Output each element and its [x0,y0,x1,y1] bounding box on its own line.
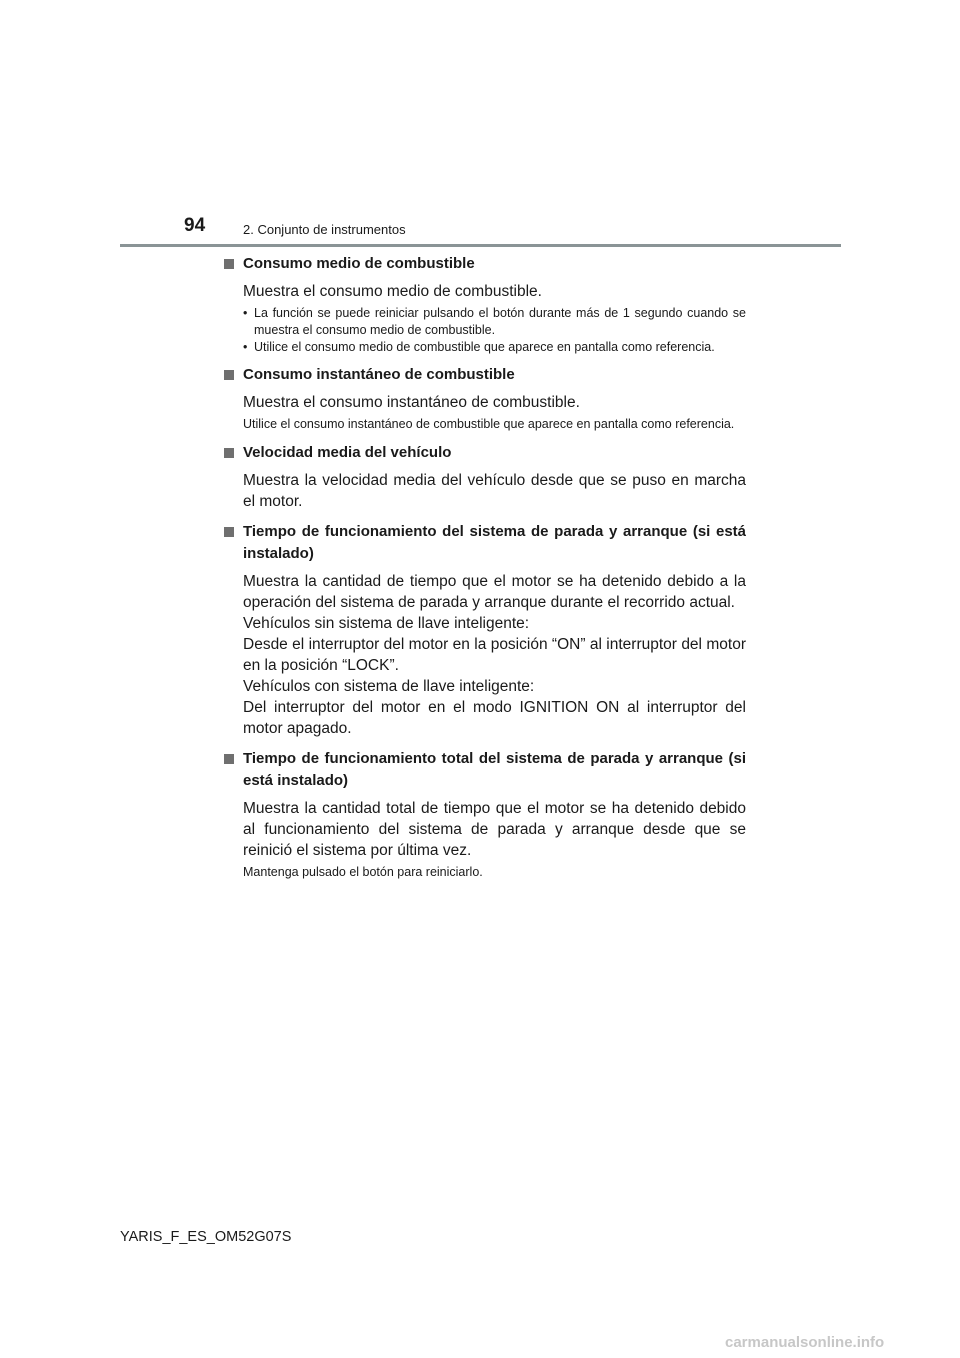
header-rule [120,244,841,247]
section-consumo-instantaneo [222,364,746,433]
list-item: • Utilice el consumo medio de combustible que aparece en pantalla como referencia. [243,340,715,354]
section-tiempo-parada-arranque [222,521,746,739]
square-bullet-icon [224,259,234,269]
section-title: Tiempo de funcionamiento total del sistema de parada y arranque (si está instalado) [243,750,746,789]
watermark-text: carmanualsonline.info [725,1334,885,1351]
section-body: Muestra la cantidad de tiempo que el motor se ha detenido debido a la operación del sistema de parada y arranque durante el recorrido actual. [243,573,746,611]
section-body: Muestra el consumo instantáneo de combustible. [243,394,580,411]
square-bullet-icon [224,370,234,380]
list-item: • La función se puede reiniciar pulsando el botón durante más de 1 segundo cuando se muestra el consumo medio de combustible. [243,306,746,337]
section-body: Muestra la velocidad media del vehículo desde que se puso en marcha el motor. [243,472,746,510]
section-body: Del interruptor del motor en el modo IGNITION ON al interruptor del motor apagado. [243,699,746,737]
square-bullet-icon [224,527,234,537]
section-note: Mantenga pulsado el botón para reiniciarlo. [243,865,483,879]
section-body: Desde el interruptor del motor en la posición “ON” al interruptor del motor en la posición “LOCK”. [243,636,746,674]
section-title: Consumo medio de combustible [243,255,475,272]
bullet-list [222,305,746,356]
section-title: Tiempo de funcionamiento del sistema de parada y arranque (si está instalado) [243,523,746,562]
page-content [222,253,746,881]
square-bullet-icon [224,754,234,764]
section-title: Velocidad media del vehículo [243,444,452,461]
section-body: Muestra el consumo medio de combustible. [243,283,542,300]
footer-code: YARIS_F_ES_OM52G07S [120,1229,292,1245]
chapter-title: 2. Conjunto de instrumentos [243,222,406,237]
section-velocidad-media [222,442,746,512]
page-number: 94 [184,215,206,236]
section-title: Consumo instantáneo de combustible [243,366,515,383]
section-note: Utilice el consumo instantáneo de combustible que aparece en pantalla como referencia. [243,417,735,431]
section-consumo-medio [222,253,746,356]
section-body: Muestra la cantidad total de tiempo que el motor se ha detenido debido al funcionamiento del sistema de parada y arranque desde que se reinició el sistema por última vez. [243,800,746,859]
section-body: Vehículos sin sistema de llave inteligente: [243,615,530,632]
square-bullet-icon [224,448,234,458]
section-tiempo-total-parada-arranque [222,748,746,881]
section-body: Vehículos con sistema de llave inteligente: [243,678,535,695]
